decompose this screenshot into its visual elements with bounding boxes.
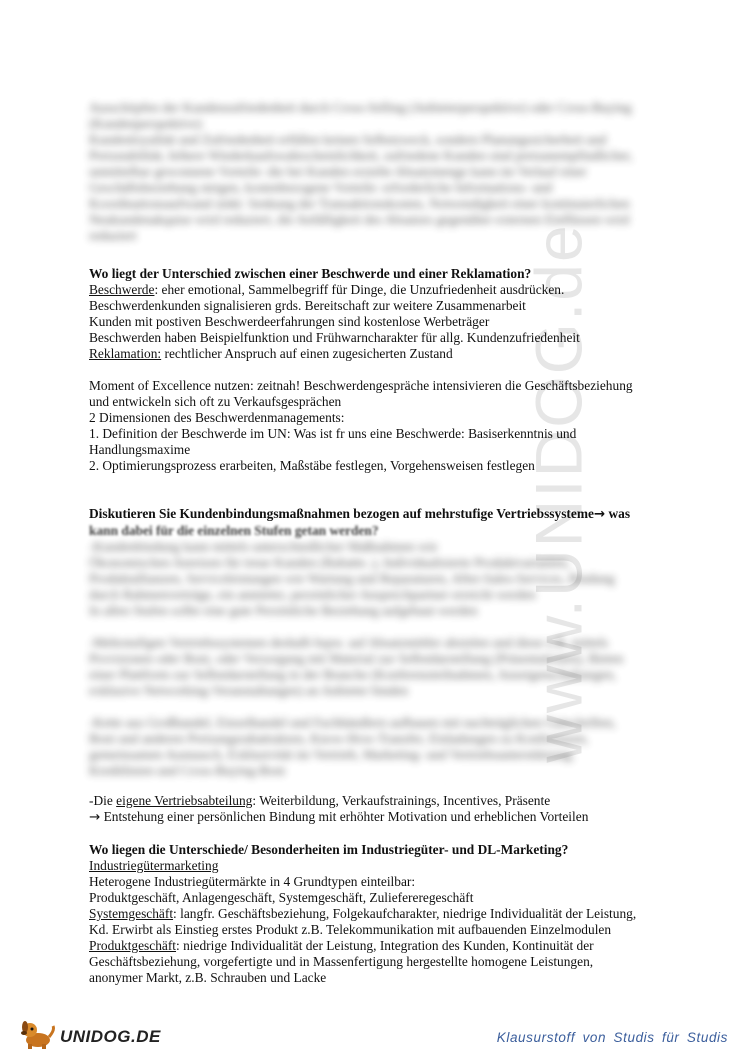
text-line: 1. Definition der Beschwerde im UN: Was ist fr uns eine Beschwerde: Basiserkenntnis und — [89, 426, 577, 441]
heading-line — [89, 506, 664, 523]
systemgeschaeft-line — [89, 906, 664, 922]
systemgeschaeft-term: Systemgeschäft — [89, 906, 174, 921]
dog-icon — [18, 1018, 56, 1050]
blurred-line: (Kundenperspektive) — [89, 116, 203, 131]
watermark-text: www.UNIDOG.de — [521, 223, 596, 763]
footer-tagline: Klausurstoff von Studis für Studis — [496, 1030, 728, 1045]
result-line — [89, 809, 664, 826]
eigene-vertriebsabteilung-line — [89, 793, 664, 809]
blurred-line: Ökonomischen Anreizen für treue Kunden (Rabatte..), Individualisierte Produktvarianten, — [89, 555, 570, 570]
text-line: 2. Optimierungsprozess erarbeiten, Maßstäbe festlegen, Vorgehensweisen festlegen — [89, 458, 535, 473]
beschwerde-term: Beschwerde — [89, 282, 155, 297]
line-text: : niedrige Individualität der Leistung, Integration des Kunden, Kontinuität der — [176, 938, 594, 953]
blurred-line: Koordinationsaufwand sinkt: Senkung der Transaktionskosten, Notwendigkeit einer kontinuierlichen — [89, 196, 630, 211]
text-line: und entwickeln sich oft zu Verkaufsgesprächen — [89, 394, 342, 409]
blurred-line: unmittelbar gewonnene Vorteile: die bei Kunden erzielte Absatzmenge kann im Verlauf einer — [89, 164, 587, 179]
line-text: Entstehung einer persönlichen Bindung mit erhöhter Motivation und erheblichen Vorteilen — [100, 809, 589, 824]
text-line: Heterogene Industriegütermärkte in 4 Grundtypen einteilbar: — [89, 874, 416, 889]
blurred-line: -Mehrstufigen Vertriebssystemen deshalb bspw. auf Absatzmittler abzielen und diese z.B. mittels — [89, 635, 609, 650]
blurred-block-1 — [89, 539, 664, 619]
beschwerde-definition — [89, 282, 664, 298]
logo-text: UNIDOG.DE — [60, 1027, 161, 1046]
line-text: : langfr. Geschäftsbeziehung, Folgekaufcharakter, niedrige Individualität der Leistung, — [173, 906, 637, 921]
line-text: -Die — [89, 793, 117, 808]
blurred-paragraph-top — [89, 100, 664, 244]
text-line: Handlungsmaxime — [89, 442, 191, 457]
blurred-line: Preisstabilität, höhere Wiederkaufswahrscheinlichkeit, zufriedene Kunden sind preisunempfindlicher, — [89, 148, 633, 163]
reklamation-term: Reklamation: — [89, 346, 162, 361]
section-heading-industriegueter: Wo liegen die Unterschiede/ Besonderheiten im Industriegüter- und DL-Marketing? — [89, 842, 569, 857]
blurred-block-3 — [89, 715, 664, 779]
produktgeschaeft-line — [89, 938, 664, 954]
arrow-icon: → — [593, 507, 606, 522]
reklamation-definition — [89, 346, 664, 362]
subheading-industriegueter: Industriegütermarketing — [89, 858, 219, 873]
text-line: Moment of Excellence nutzen: zeitnah! Beschwerdengespräche intensivieren die Geschäftsbeziehung — [89, 378, 633, 393]
blurred-line: Ausschöpfen der Kundenzufriedenheit durch Cross-Selling (Anbieterperspektive) oder Cross-Buying — [89, 100, 632, 115]
blurred-line: Geschäftsbeziehung steigen, kostenbezogene Vorteile: erforderliche Informations- und — [89, 180, 553, 195]
text-line: 2 Dimensionen des Beschwerdenmanagements: — [89, 410, 345, 425]
line-text: : Weiterbildung, Verkaufstrainings, Incentives, Präsente — [252, 793, 551, 808]
blurred-line: gemeinsamen Austausch, Exklusivität im Vertrieb, Marketing- und Vertriebsunterstützung, — [89, 747, 575, 762]
heading-line-blurred: kann dabei für die einzelnen Stufen getan werden? — [89, 523, 379, 538]
blurred-line: exklusive Networking-Veranstaltungen) an Anbieter binden — [89, 683, 409, 698]
unidog-logo[interactable] — [18, 1018, 161, 1050]
text-line: Beschwerdenkunden signalisieren grds. Bereitschaft zur weitere Zusammenarbeit — [89, 298, 526, 313]
blurred-line: Kreditlinien und Cross-Buying-Boni — [89, 763, 286, 778]
text-line: Kunden mit postiven Beschwerdeerfahrungen sind kostenlose Werbeträger — [89, 314, 490, 329]
text-line: Beschwerden haben Beispielfunktion und Frühwarncharakter für allg. Kundenzufriedenheit — [89, 330, 580, 345]
produktgeschaeft-term: Produktgeschäft — [89, 938, 177, 953]
blurred-line: Kundenloyalität und Zufriedenheit erfüllen keinen Selbstzweck, sondern Planungssicherheit und — [89, 132, 607, 147]
blurred-line: Boni und anderen Preisungsrabattsätzen, Know-How-Transfer, Einladungen zu Konferenzen, — [89, 731, 589, 746]
text-line: Geschäftsbeziehung, vorgefertigte und in Massenfertigung hergestellte homogene Leistungen, — [89, 954, 594, 969]
blurred-line: -Kundenbindung kann mittels unterschiedlicher Maßnahmen wie — [89, 539, 438, 554]
blurred-line: In allen Stufen sollte eine gute Persönliche Beziehung aufgebaut werden — [89, 603, 478, 618]
blurred-line: Produktallianzen, Serviceleistungen wie Wartung und Reparaturen, After-Sales-Services, Bindung — [89, 571, 615, 586]
blurred-line: durch Rahmenverträge, ein anmieter, persönlicher Ansprechpartner erreicht werden — [89, 587, 536, 602]
eigene-vertriebsabteilung-term: eigene Vertriebsabteilung — [116, 793, 253, 808]
document-content — [89, 100, 664, 986]
blurred-line: reduziert — [89, 228, 137, 243]
blurred-line: -Kette aus Großhandel, Einzelhandel und Fachhändlern aufbauen mit nachträglichen Gutschriften, — [89, 715, 616, 730]
blurred-line: Neukundenakquise wird reduziert, die Anfälligkeit des Absatzes gegenüber externen Einflüssen wird — [89, 212, 630, 227]
text-line: anonymer Markt, z.B. Schrauben und Lacke — [89, 970, 327, 985]
section-heading-kundenbindung — [89, 506, 664, 523]
blurred-line: einer Plattform zur Selbstdarstellung in der Branche (Konferenzteilnahmen, Anzeigenschaltungen, — [89, 667, 617, 682]
heading-text: was — [605, 506, 631, 521]
text-line: Kd. Erwirbt als Einstieg erstes Produkt z.B. Telekommunikation mit aufbauenden Einzelmodulen — [89, 922, 612, 937]
arrow-icon: → — [89, 810, 101, 825]
blurred-block-2 — [89, 635, 664, 699]
text-line: Produktgeschäft, Anlagengeschäft, Systemgeschäft, Zuliefereregeschäft — [89, 890, 474, 905]
section-heading-beschwerde: Wo liegt der Unterschied zwischen einer Beschwerde und einer Reklamation? — [89, 266, 532, 281]
reklamation-text: rechtlicher Anspruch auf einen zugesicherten Zustand — [161, 346, 453, 361]
beschwerde-text: : eher emotional, Sammelbegriff für Dinge, die Unzufriedenheit ausdrücken. — [154, 282, 565, 297]
blurred-line: Provisionen oder Boni, oder Versorgung mit Material zur Selbstdarstellung (Präsentationen), Bieten — [89, 651, 624, 666]
heading-text: Diskutieren Sie Kundenbindungsmaßnahmen bezogen auf mehrstufige Vertriebssysteme — [89, 506, 594, 521]
